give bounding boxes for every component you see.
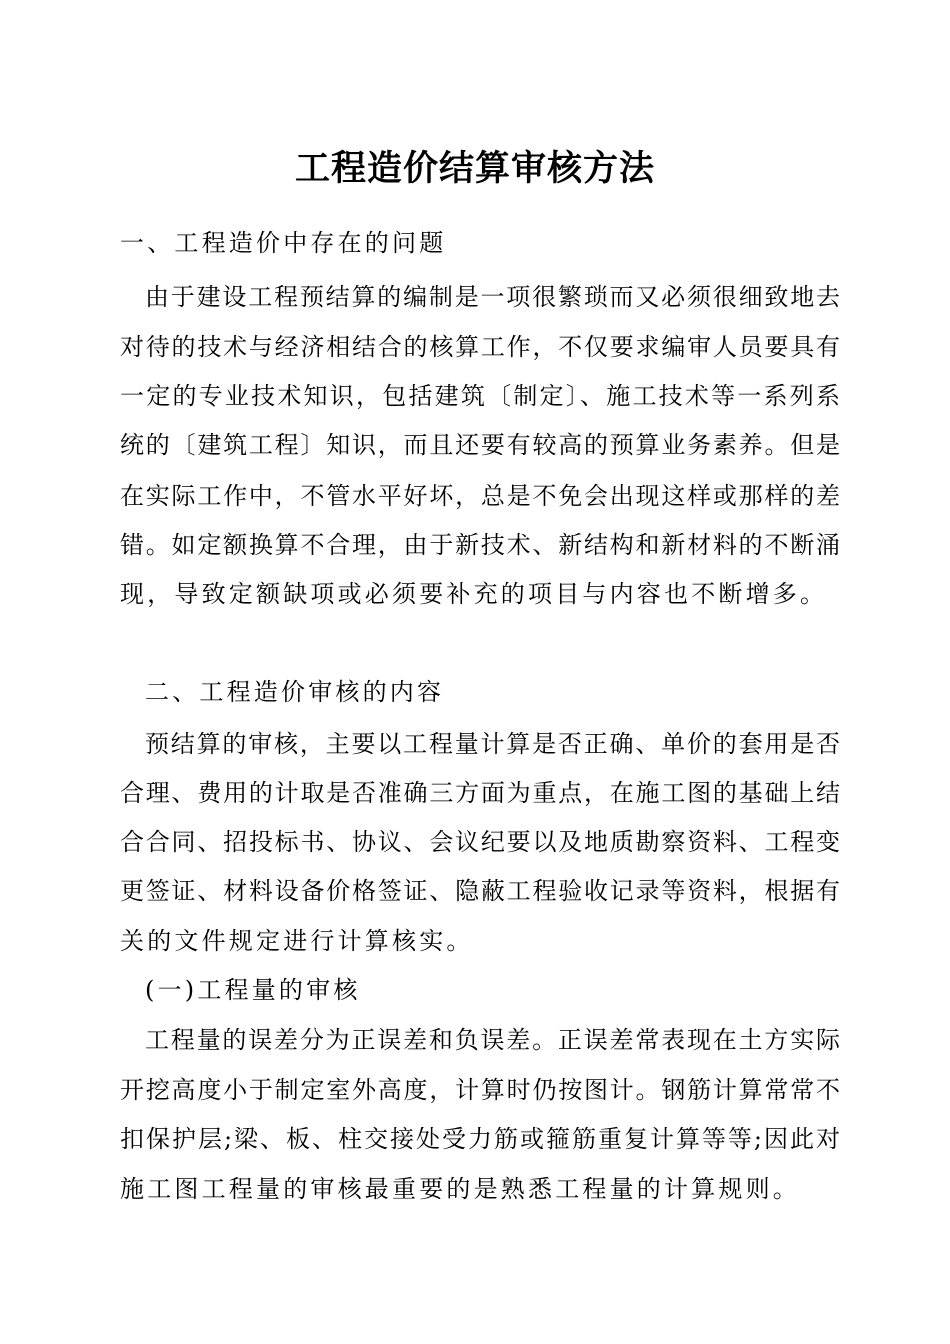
paragraph-1-line-5: 在实际工作中，不管水平好坏，总是不免会出现这样或那样的差: [120, 482, 840, 510]
paragraph-1-line-1: 由于建设工程预结算的编制是一项很繁琐而又必须很细致地去: [145, 283, 840, 311]
paragraph-3-line-2: 开挖高度小于制定室外高度，计算时仍按图计。钢筋计算常常不: [120, 1076, 840, 1104]
paragraph-2-line-4: 更签证、材料设备价格签证、隐蔽工程验收记录等资料，根据有: [120, 877, 840, 905]
paragraph-2-line-5: 关的文件规定进行计算核实。: [120, 927, 474, 955]
paragraph-1-line-2: 对待的技术与经济相结合的核算工作，不仅要求编审人员要具有: [120, 333, 840, 361]
paragraph-1-line-7: 现，导致定额缺项或必须要补充的项目与内容也不断增多。: [120, 580, 828, 608]
paragraph-3-line-3: 扣保护层;梁、板、柱交接处受力筋或箍筋重复计算等等;因此对: [120, 1125, 840, 1153]
paragraph-3-line-4: 施工图工程量的审核最重要的是熟悉工程量的计算规则。: [120, 1175, 800, 1203]
document-title: 工程造价结算审核方法: [294, 148, 655, 189]
paragraph-2-line-2: 合理、费用的计取是否准确三方面为重点，在施工图的基础上结: [120, 779, 840, 807]
paragraph-1-line-6: 错。如定额换算不合理，由于新技术、新结构和新材料的不断涌: [120, 531, 840, 559]
paragraph-2-line-1: 预结算的审核，主要以工程量计算是否正确、单价的套用是否: [145, 730, 840, 758]
paragraph-2-line-3: 合合同、招投标书、协议、会议纪要以及地质勘察资料、工程变: [120, 828, 840, 856]
subsection-heading-1: (一)工程量的审核: [145, 976, 361, 1004]
paragraph-1-line-4: 统的〔建筑工程〕知识，而且还要有较高的预算业务素养。但是: [120, 431, 840, 459]
paragraph-1-line-3: 一定的专业技术知识，包括建筑〔制定〕、施工技术等一系列系: [120, 382, 840, 410]
paragraph-3-line-1: 工程量的误差分为正误差和负误差。正误差常表现在土方实际: [145, 1026, 840, 1054]
section-heading-2: 二、工程造价审核的内容: [145, 678, 445, 706]
section-heading-1: 一、工程造价中存在的问题: [120, 229, 447, 257]
